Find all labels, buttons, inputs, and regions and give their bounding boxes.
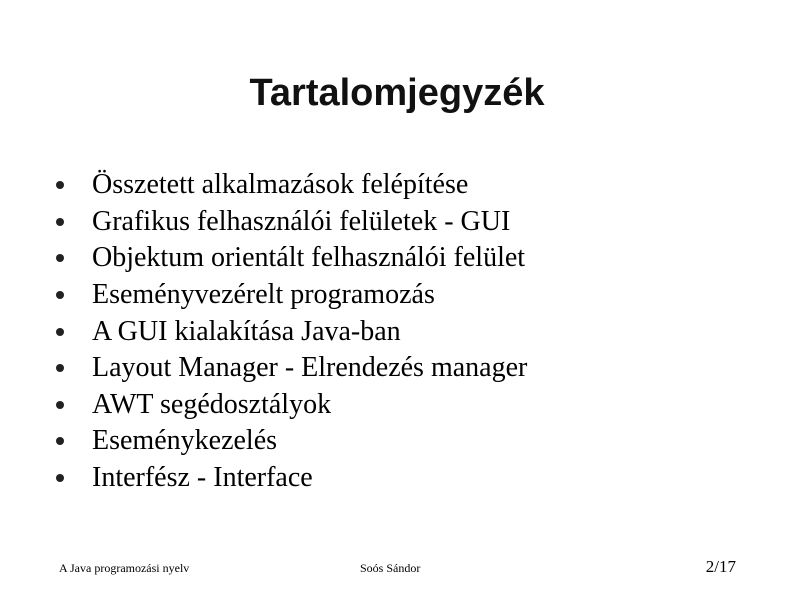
list-item: [56, 204, 527, 241]
list-item: [56, 460, 527, 497]
bullet-dot-icon: [56, 364, 64, 372]
list-item: [56, 167, 527, 204]
list-item-text: Objektum orientált felhasználói felület: [92, 242, 526, 274]
list-item-text: A GUI kialakítása Java-ban: [92, 315, 401, 347]
list-item-text: Eseménykezelés: [92, 425, 278, 457]
list-item: [56, 313, 527, 350]
list-item: [56, 240, 527, 277]
list-item-text: Layout Manager - Elrendezés manager: [92, 352, 528, 384]
bullet-dot-icon: [56, 328, 64, 336]
list-item: [56, 387, 527, 424]
list-item-text: Grafikus felhasználói felületek - GUI: [92, 205, 511, 237]
bullet-dot-icon: [56, 401, 64, 409]
footer-author: Soós Sándor: [360, 561, 421, 575]
list-item: [56, 423, 527, 460]
bullet-dot-icon: [56, 254, 64, 262]
bullet-dot-icon: [56, 218, 64, 226]
list-item-text: AWT segédosztályok: [92, 388, 332, 420]
list-item-text: Eseményvezérelt programozás: [92, 279, 435, 311]
list-item: [56, 277, 527, 314]
bullet-dot-icon: [56, 437, 64, 445]
bullet-dot-icon: [56, 181, 64, 189]
list-item-text: Összetett alkalmazások felépítése: [92, 169, 469, 201]
footer-course-name: A Java programozási nyelv: [59, 561, 190, 575]
slide-title: Tartalomjegyzék: [249, 72, 545, 114]
bullet-dot-icon: [56, 474, 64, 482]
bullet-dot-icon: [56, 291, 64, 299]
list-item-text: Interfész - Interface: [92, 462, 313, 494]
list-item: [56, 350, 527, 387]
page-number: 2/17: [705, 557, 736, 576]
bullet-list: [56, 167, 527, 496]
